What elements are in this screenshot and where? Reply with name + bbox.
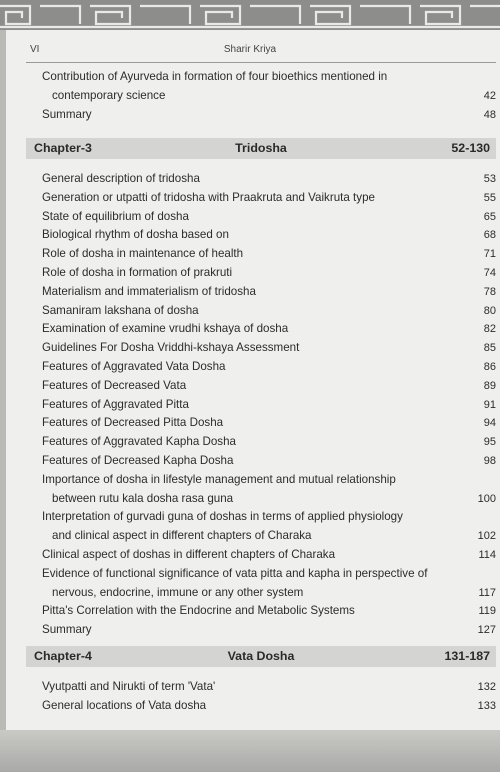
chapter-heading (26, 138, 496, 159)
toc-entry-title: Guidelines For Dosha Vriddhi-kshaya Assessment (42, 341, 300, 355)
toc-entry-title: Role of dosha in formation of prakruti (42, 266, 233, 279)
toc-entry-title: Features of Aggravated Vata Dosha (42, 360, 226, 373)
chapter-label: Chapter-3 (34, 141, 92, 155)
toc-entry-page: 127 (477, 624, 496, 637)
chapter-page-range: 131-187 (444, 649, 490, 663)
toc-entry (42, 283, 496, 302)
toc-entry-page: 55 (483, 191, 496, 204)
toc-entry (42, 377, 496, 396)
toc-entry-page: 80 (483, 304, 496, 317)
toc-entry (42, 189, 496, 208)
toc-entry-page: 85 (483, 342, 496, 355)
toc-entry (42, 471, 496, 509)
decorative-border (0, 0, 500, 30)
toc-entry-page: 68 (483, 229, 496, 242)
running-head (0, 44, 500, 58)
chapter-heading (26, 646, 496, 667)
toc-entry-page: 100 (477, 492, 496, 505)
toc-entry (42, 170, 496, 189)
toc-entry-page: 86 (483, 361, 496, 373)
toc-entry (42, 106, 496, 125)
toc-entry-page: 94 (483, 417, 496, 430)
toc-entry-title: Clinical aspect of doshas in different chapters of Charaka (42, 548, 336, 561)
page-number: VI (30, 44, 40, 55)
toc-entry-page: 82 (483, 323, 496, 336)
toc-entry-page: 119 (478, 605, 496, 618)
toc-entry (42, 302, 496, 321)
toc-entry-title: Vyutpatti and Nirukti of term 'Vata' (42, 680, 216, 693)
toc-entry (42, 396, 496, 415)
toc-entry-page: 95 (483, 436, 496, 449)
toc-entry-title: General description of tridosha (42, 172, 200, 185)
toc-entry (42, 697, 496, 716)
toc-entry (42, 565, 496, 603)
chapter-title: Vata Dosha (227, 649, 295, 663)
toc-entry-page: 48 (483, 108, 496, 121)
toc-entry-title: Summary (42, 107, 92, 121)
toc-entry-title: Features of Decreased Kapha Dosha (42, 454, 234, 467)
toc-entry (42, 414, 496, 433)
toc-entry (42, 602, 496, 621)
toc-entry (42, 208, 496, 227)
toc-entry (42, 264, 496, 283)
toc-entry-page: 89 (483, 379, 496, 392)
toc-entry-title: Biological rhythm of dosha based on (42, 228, 229, 242)
toc-entry-page: 42 (483, 89, 496, 102)
toc-entry (42, 678, 496, 697)
toc-entry-page: 114 (478, 549, 496, 561)
toc-entry (42, 68, 496, 106)
toc-entry (42, 433, 496, 452)
toc-entry-title: Role of dosha in maintenance of health (42, 247, 244, 261)
toc-entry-page: 133 (477, 699, 496, 712)
chapter-page-range: 52-130 (451, 141, 490, 155)
toc-entry-page: 102 (477, 530, 496, 543)
toc-entry (42, 339, 496, 358)
toc-entry-title: Features of Aggravated Kapha Dosha (42, 435, 237, 449)
toc-entry-page: 71 (483, 248, 496, 261)
toc-entry-title: Examination of examine vrudhi kshaya of dosha (42, 322, 289, 336)
toc-entry-page: 98 (483, 455, 496, 467)
running-title: Sharir Kriya (223, 44, 277, 55)
toc-entry-title: Generation or utpatti of tridosha with Praakruta and Vaikruta type (42, 190, 375, 204)
toc-entry-page: 53 (483, 173, 496, 185)
page-shadow (0, 730, 500, 772)
toc-entry-page: 132 (477, 681, 496, 693)
toc-entry-title: State of equilibrium of dosha (42, 209, 189, 223)
toc-entry (42, 546, 496, 565)
toc-entry-title: contemporary science (52, 88, 166, 102)
toc-entry-title: Features of Decreased Pitta Dosha (42, 416, 224, 430)
toc-entry (42, 621, 496, 640)
toc-entry (42, 508, 496, 546)
toc-entry (42, 245, 496, 264)
toc-entry-title: Summary (42, 623, 92, 637)
toc-entry-page: 78 (483, 285, 496, 298)
toc-entry-title: Contribution of Ayurveda in formation of four bioethics mentioned in (42, 70, 388, 83)
toc-entry-title: Interpretation of gurvadi guna of doshas in terms of applied physiology (42, 510, 403, 524)
toc-entry-page: 65 (483, 210, 496, 223)
chapter-title: Tridosha (235, 141, 287, 155)
toc-entry-title: General locations of Vata dosha (42, 698, 207, 712)
toc-entry (42, 358, 496, 377)
toc-entry-title: Importance of dosha in lifestyle management and mutual relationship (42, 472, 396, 486)
toc-entry-title: Pitta's Correlation with the Endocrine and Metabolic Systems (42, 604, 355, 618)
toc-entry-title: Features of Aggravated Pitta (42, 397, 189, 411)
toc-entry-page: 91 (483, 398, 496, 411)
toc-entry-title: between rutu kala dosha rasa guna (52, 491, 234, 505)
toc-entry-title: Features of Decreased Vata (42, 378, 187, 392)
toc-entry-page: 117 (478, 586, 496, 599)
toc-entry-title: and clinical aspect in different chapters of Charaka (52, 529, 312, 543)
toc-entry (42, 226, 496, 245)
toc-entry (42, 320, 496, 339)
chapter-label: Chapter-4 (34, 649, 92, 663)
toc-entry-title: nervous, endocrine, immune or any other system (52, 585, 304, 599)
header-rule (26, 62, 496, 63)
toc-entry (42, 452, 496, 471)
toc-entry-title: Evidence of functional significance of vata pitta and kapha in perspective of (42, 566, 428, 580)
toc-entry-title: Samaniram lakshana of dosha (42, 303, 199, 317)
toc-entry-title: Materialism and immaterialism of tridosha (42, 284, 256, 298)
toc-entry-page: 74 (483, 267, 496, 279)
